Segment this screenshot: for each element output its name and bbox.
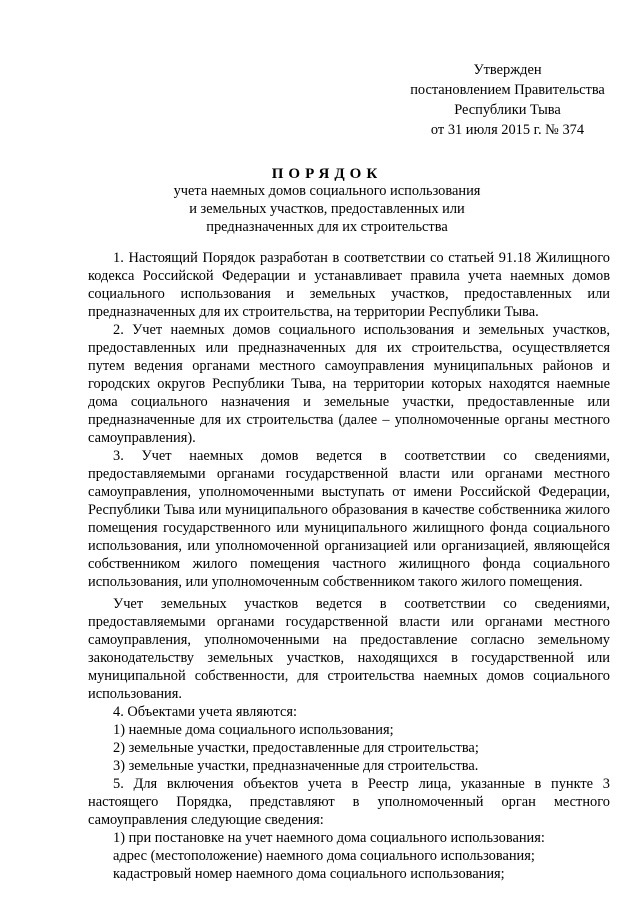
- approval-block: [390, 60, 625, 140]
- subtitle-line-2: и земельных участков, предоставленных или: [189, 201, 465, 217]
- subtitle-line-1: учета наемных домов социального использования: [173, 183, 481, 199]
- paragraph-2: 2. Учет наемных домов социального использования и земельных участков, предоставленных или предназначенных для их строительства, осуществляется путем ведения органами местного самоуправления муниципальных районов и городских округов Республики Тыва, на территории которых находятся наемные дома социального назначения и земельные участки, предоставленные или предназначенные для их строительства (далее – уполномоченные органы местного самоуправления).: [88, 322, 610, 446]
- subitem-1: 1) при постановке на учет наемного дома социального использования:: [113, 830, 545, 846]
- paragraph-3: 3. Учет наемных домов ведется в соответствии со сведениями, предоставляемыми органами государственной власти или органами местного самоуправления, уполномоченными выступать от имени Российской Федерации, Республики Тыва или муниципального образования в качестве собственника жилого помещения государственного или муниципального жилищного фонда социального использования, или уполномоченной организацией или организацией, являющейся собственником жилого помещения частного жилищного фонда социального использования, или уполномоченным собственником такого жилого помещения.: [88, 448, 610, 590]
- paragraph-4: Учет земельных участков ведется в соответствии со сведениями, предоставляемыми органами государственной власти или органами местного самоуправления, уполномоченными на предоставление согласно земельному законодательству земельных участков, находящихся в государственной или муниципальной собственности, для строительства наемных домов социального использования.: [88, 596, 610, 702]
- list-item-2: 2) земельные участки, предоставленные для строительства;: [113, 740, 479, 756]
- document-subtitle: [92, 182, 562, 236]
- subitem-cadastral: кадастровый номер наемного дома социального использования;: [113, 866, 505, 882]
- approval-line-4: от 31 июля 2015 г. № 374: [430, 122, 585, 138]
- document-title: ПОРЯДОК: [271, 166, 383, 182]
- paragraph-5: 4. Объектами учета являются:: [113, 704, 297, 720]
- approval-line-2: постановлением Правительства: [410, 82, 605, 98]
- list-item-3: 3) земельные участки, предназначенные для строительства.: [113, 758, 479, 774]
- subtitle-line-3: предназначенных для их строительства: [206, 219, 448, 235]
- paragraph-1: 1. Настоящий Порядок разработан в соответствии со статьей 91.18 Жилищного кодекса Российской Федерации и устанавливает правила учета наемных домов социального использования и земельных участков, предоставленных или предназначенных для их строительства, на территории Республики Тыва.: [88, 250, 610, 320]
- approval-line-3: Республики Тыва: [454, 102, 561, 118]
- document-body: [88, 249, 610, 883]
- paragraph-6: 5. Для включения объектов учета в Реестр лица, указанные в пункте 3 настоящего Порядка, представляют в уполномоченный орган местного самоуправления следующие сведения:: [88, 776, 610, 828]
- list-item-1: 1) наемные дома социального использования;: [113, 722, 394, 738]
- approval-line-1: Утвержден: [473, 62, 542, 78]
- subitem-address: адрес (местоположение) наемного дома социального использования;: [113, 848, 535, 864]
